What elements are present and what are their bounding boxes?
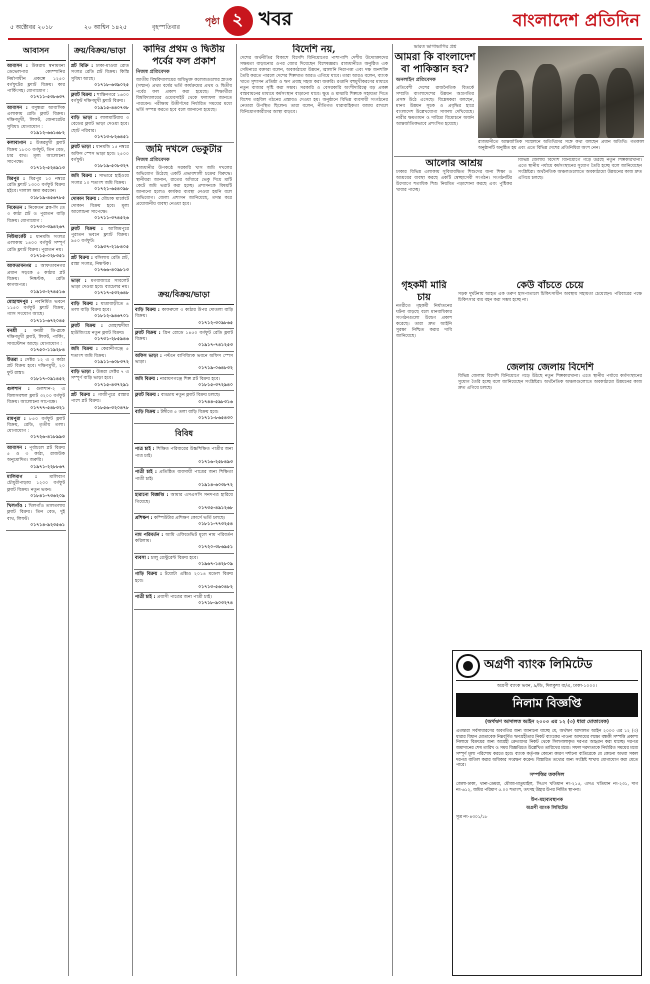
- bank-logo-icon: [456, 654, 480, 678]
- ad-separator: [6, 297, 66, 298]
- ad-phone[interactable]: ০১৭১৫-৪৩৭২৯১: [94, 382, 129, 388]
- ad-phone[interactable]: ০১৮৫৬-৩২০৪৭৮: [94, 405, 129, 411]
- classified-ad: [70, 369, 130, 389]
- ad-separator: [134, 609, 234, 610]
- story-headline[interactable]: আলোর আশ্রয়: [425, 158, 483, 169]
- ad-phone[interactable]: ০১৭১৩-৫৬০৪৮২: [198, 584, 233, 590]
- ad-separator: [134, 467, 234, 468]
- classified-ad: [6, 63, 66, 102]
- masthead: [0, 0, 650, 40]
- ad-text: খিলগাঁও তালতলায় ফ্ল্যাট বিক্রয়। তিন বেড, দুই বাথ, লিফট।: [7, 504, 65, 522]
- ad-text: লালমাটিয়ায় ৩ বেডের ফ্ল্যাট ভাড়া দেওয়া হবে। ছোট পরিবার।: [71, 116, 129, 134]
- classified-ad: [6, 105, 66, 137]
- ad-keyword: আফতাবনগর :: [7, 264, 41, 270]
- ad-keyword: রামপুরা :: [7, 416, 30, 422]
- ad-keyword: গাড়ি বিক্রয় :: [135, 572, 165, 578]
- story-headline[interactable]: কেউ বাঁচতে চেয়ে: [516, 280, 584, 291]
- ad-keyword: বাড়ি বিক্রয় :: [135, 308, 162, 313]
- story-kicker: ভারত ভাগাভাগির প্রশ্ন: [413, 45, 457, 50]
- classified-ad: [6, 299, 66, 325]
- classified-ad: [6, 386, 66, 412]
- story-body: বিভিন্ন জেলায় বিদেশি বিনিয়োগে গড়ে উঠছে নতুন শিল্পকারখানা। এতে স্থানীয় পর্যায়ে কর্মসংস্থানের সুযোগ তৈরি হচ্ছে বলে জানিয়েছেন সংশ্লিষ্টরা। অর্থনৈতিক অঞ্চলগুলোতে অবকাঠামো উন্নয়নের কাজ দ্রুত এগিয়ে চলছে।: [458, 374, 642, 391]
- ad-separator: [134, 407, 234, 408]
- story-byline: অনলাইন প্রতিবেদক: [396, 77, 436, 83]
- classified-ad: [134, 392, 234, 406]
- ad-text: কেরানীগঞ্জে ৫ শতাংশ জমি বিক্রয়।: [71, 347, 129, 359]
- classified-list: [134, 446, 234, 609]
- ad-phone[interactable]: ০১৯১২-৬৬১৬৮২: [30, 130, 65, 136]
- ad-text: মোহাম্মদীয়া হাউজিংয়ে নতুন ফ্ল্যাট বিক্রয়।: [71, 324, 129, 336]
- reference-number: সূত্র নং-৪৩০১/১৮: [456, 815, 488, 821]
- classified-ad: [6, 445, 66, 471]
- news-photo: [478, 46, 644, 138]
- ad-separator: [70, 390, 130, 391]
- schedule-heading: সম্পত্তির তফসিল: [529, 771, 565, 778]
- classified-ad: [134, 515, 234, 529]
- classified-ad: [6, 474, 66, 500]
- ad-separator: [70, 413, 130, 414]
- classified-ad: [70, 92, 130, 112]
- ad-keyword: জমি বিক্রয় :: [71, 347, 102, 353]
- ad-text: গাজীপুরে রাস্তার পাশে প্লট বিক্রয়।: [71, 393, 129, 405]
- ad-phone[interactable]: ০১৭১৮-৬৩৯০২৫: [94, 82, 129, 88]
- ad-phone[interactable]: ০১৭৭৭-৫৪৮৩২১: [30, 406, 65, 412]
- ad-text: নারায়ণগঞ্জে শিল্প প্লট বিক্রয় হবে।: [160, 376, 220, 382]
- ad-separator: [6, 501, 66, 502]
- classified-ad: [70, 144, 130, 170]
- ad-separator: [6, 232, 66, 233]
- story-body: জাতীয় বিশ্ববিদ্যালয়ের অধিভুক্ত কলেজগুলোর স্নাতক (সম্মান) প্রথম বর্ষের ভর্তি কার্যক্রমের প্রথম ও দ্বিতীয় পর্বের ফল প্রকাশ করা হয়েছে। শিক্ষার্থীরা বিশ্ববিদ্যালয়ের ওয়েবসাইট থেকে ফলাফল জানতে পারবেন। পরীক্ষায় উত্তীর্ণদের নির্ধারিত সময়ের মধ্যে ভর্তি সম্পন্ন করতে হবে বলে জানানো হয়েছে।: [136, 78, 232, 113]
- ad-keyword: বাড়ি ভাড়া :: [71, 116, 101, 122]
- ad-keyword: নিকেতন :: [7, 205, 29, 211]
- story-headline[interactable]: জমি দখলে ভেকুটার: [146, 144, 222, 155]
- column-divider: [236, 44, 237, 976]
- classified-ad: [70, 278, 130, 298]
- signatory: উপ-মহাব্যবস্থাপক: [530, 798, 564, 804]
- classified-ad: [70, 115, 130, 141]
- classified-ad: [70, 323, 130, 343]
- ad-separator: [6, 203, 66, 204]
- classified-heading: আবাসন: [6, 44, 66, 61]
- classified-list: [134, 307, 234, 424]
- ad-text: আজিমপুরে পুরাতন ভবনে ফ্ল্যাট বিক্রয়। ৯৫০ বর্গফুট।: [71, 226, 129, 245]
- ad-separator: [70, 142, 130, 143]
- ad-separator: [6, 355, 66, 356]
- ad-separator: [6, 414, 66, 415]
- notice-body: এতদ্বারা সর্বসাধারণের অবগতির জন্য জানানো যাচ্ছে যে, অর্থঋণ আদালত আইন ২০০৩ এর ১২ (৩) ধারার বিধান মোতাবেক নিম্নবর্ণিত ঋণগ্রহীতার নিকট ব্যাংকের পাওনা আদায়ের লক্ষ্যে বন্ধকী সম্পত্তি প্রকাশ্য নিলামে বিক্রয়ের জন্য আগ্রহী ক্রেতাদের নিকট থেকে সিলগালাকৃত দরপত্র আহ্বান করা যাচ্ছে। দরপত্র জমাদানের শেষ তারিখ ও সময় বিজ্ঞপ্তিতে উল্লেখিত তারিখের মধ্যে। সফল দরদাতাকে নির্ধারিত সময়ের মধ্যে সম্পূর্ণ মূল্য পরিশোধ করতে হবে। ব্যাংক কর্তৃপক্ষ কোনো কারণ দর্শানো ব্যতিরেকে যে কোনো অথবা সকল দরপত্র বাতিল করার অধিকার সংরক্ষণ করেন। বিস্তারিত তথ্যের জন্য সংশ্লিষ্ট শাখায় যোগাযোগ করা যেতে পারে।: [456, 729, 638, 769]
- classified-ad: [70, 63, 130, 89]
- ad-phone[interactable]: ০১৯১৩-২৭৪৫১৬: [30, 289, 65, 295]
- ad-text: পূর্বাচলে প্লট বিক্রয় ৫ ও ৩ কাঠা, রাজউক অনুমোদিত। জরুরি।: [7, 445, 66, 464]
- schedule-body: জেলা-ঢাকা, থানা-ডেমরা, মৌজা-মাতুয়াইল, সিএস খতিয়ান নং-২১৫, এসএ খতিয়ান নং-২৩১, দাগ নং-৬১২, জমির পরিমাণ ৫.০০ শতাংশ, তৎসহ উহার উপর নির্মিত স্থাপনা।: [456, 781, 638, 793]
- ad-phone[interactable]: ০১৯১৪-৬০৩৮৭২: [198, 482, 233, 488]
- classified-ad: [6, 416, 66, 442]
- ad-keyword: অফিস ভাড়া :: [135, 353, 164, 359]
- story-headline[interactable]: বিদেশি নয়,: [292, 44, 336, 55]
- ad-separator: [70, 321, 130, 322]
- classified-ad: [70, 392, 130, 412]
- classified-column-2: [70, 44, 130, 976]
- ad-separator: [70, 171, 130, 172]
- classified-column-3: [134, 288, 234, 976]
- classified-ad: [70, 255, 130, 275]
- ad-phone[interactable]: ০১৭১২-৫২৪৯১৩: [30, 166, 65, 172]
- ad-separator: [70, 194, 130, 195]
- ad-keyword: প্লট বিক্রি :: [71, 64, 96, 69]
- classified-ad: [134, 330, 234, 350]
- ad-keyword: ব্যবসা :: [135, 555, 151, 561]
- date-gregorian: ৫ অক্টোবর ২০১৮: [10, 24, 53, 31]
- story-right-1: [394, 158, 514, 278]
- ad-text: মিরপুর ১০ নম্বরে রেডি ফ্ল্যাট ১৩০০ বর্গফুট বিক্রয় হইবে। দালাল ক্ষমা করবেন।: [7, 176, 66, 195]
- story-exam-results: [134, 44, 234, 140]
- ad-separator: [70, 367, 130, 368]
- ad-phone[interactable]: ০১৯১১-৬০৮৩৭২: [94, 359, 129, 365]
- classified-ad: [134, 409, 234, 423]
- ad-keyword: পাত্র চাই :: [135, 447, 157, 453]
- ad-phone[interactable]: ০১৭১১-৫৩৮৬৩৭: [30, 95, 65, 101]
- story-headline[interactable]: জেলায় জেলায় বিদেশি: [506, 362, 594, 373]
- ad-text: প্রতিষ্ঠিত ব্যবসায়ী পাত্রের জন্য শিক্ষিতা পাত্রী চাই।: [135, 470, 233, 482]
- ad-text: নবনির্মিত ভবনে ১১৫০ বর্গফুট ফ্ল্যাট বিক্রয়, গ্যাস সংযোগ আছে।: [7, 299, 65, 318]
- story-body: সড়ক দুর্ঘটনায় আহত এক তরুণ হাসপাতালে চিকিৎসাধীন অবস্থায় সহায়তা চেয়েছেন। পরিবারের পক্ষে চিকিৎসার ব্যয় বহন করা সম্ভব হচ্ছে না।: [458, 292, 642, 303]
- ad-keyword: ফ্ল্যাট বিক্রয় :: [71, 324, 109, 330]
- story-byline: নিজস্ব প্রতিবেদক: [136, 157, 170, 163]
- ad-keyword: আবাসন :: [7, 105, 32, 111]
- ad-phone[interactable]: ০১৭২৬-৪১৮৯৯৩: [30, 435, 65, 441]
- classified-ad: [6, 234, 66, 260]
- classified-ad: [134, 446, 234, 466]
- ad-text: উত্তরমুখী ফ্ল্যাট বিক্রয় ১৮০০ বর্গফুট, তিন বেড, চার বাথ। মূল্য আলোচনা সাপেক্ষে।: [7, 141, 65, 166]
- classified-ad: [134, 307, 234, 327]
- ad-phone[interactable]: ০১৭১৭-৫৩২৬৪৮: [94, 291, 129, 297]
- ad-phone[interactable]: ০১৮১৯-৪৫৬৭৮৫: [30, 195, 65, 201]
- notice-subtitle: (অর্থঋণ আদালত আইন ২০০৩ এর ১২ (৩) ধারা মোতাবেক): [484, 719, 610, 725]
- classified-heading: ক্রয়/বিক্রয়/ভাড়া: [134, 288, 234, 305]
- ad-separator: [6, 174, 66, 175]
- ad-separator: [6, 530, 66, 531]
- ad-text: বসুন্ধরা আবাসিক এলাকায় রেডি ফ্ল্যাট বিক্রয়। দক্ষিণমুখী, লিফট, জেনারেটর সুবিধা। যোগাযোগ :: [7, 105, 66, 130]
- column-divider: [392, 44, 393, 976]
- ad-phone[interactable]: ০১৭৫০-১১৯২৮৪: [30, 347, 65, 353]
- classified-ad: [6, 205, 66, 231]
- classified-ad: [134, 469, 234, 489]
- classified-ad: [6, 328, 66, 354]
- photo-caption: রাজধানীতে আন্তর্জাতিক সম্মেলনে অতিথিদের সঙ্গে কথা বলছেন প্রধান অতিথি। গতকাল অনুষ্ঠানটি অনুষ্ঠিত হয় এবং এতে বিভিন্ন দেশের প্রতিনিধিরা অংশ নেন।: [478, 140, 644, 151]
- ad-separator: [134, 390, 234, 391]
- ad-text: বসিলায় রেডি প্লট, রাস্তা সংলগ্ন, নিষ্কণ্টক।: [71, 255, 129, 268]
- ad-keyword: উত্তরা :: [7, 358, 25, 364]
- ad-keyword: হারানো বিজ্ঞপ্তি :: [135, 493, 171, 499]
- ad-keyword: বাড়ি বিক্রয় :: [135, 409, 161, 415]
- story-body: ঢাকার বিভিন্ন এলাকায় সুবিধাবঞ্চিত শিশুদের জন্য শিক্ষা ও আশ্রয়ের ব্যবস্থা করছে একটি স্বেচ্ছাসেবী সংগঠন। সংগঠনটির উদ্যোগে শতাধিক শিশু নিয়মিত পড়াশোনা করছে এবং পুষ্টিকর খাবার পাচ্ছে।: [396, 170, 512, 193]
- story-right-2: [394, 280, 454, 646]
- ad-phone[interactable]: ০১৮১২-৯৪৬৭০১: [94, 314, 129, 320]
- ad-separator: [70, 90, 130, 91]
- story-pakistan: [394, 44, 476, 154]
- ad-separator: [134, 569, 234, 570]
- ad-separator: [70, 113, 130, 114]
- ad-phone[interactable]: ০১৭১৯-০৬৪৮৩২: [198, 366, 233, 372]
- ad-separator: [6, 261, 66, 262]
- ad-separator: [6, 443, 66, 444]
- classified-heading: ক্রয়/বিক্রয়/ভাড়া: [70, 44, 130, 61]
- ad-separator: [134, 513, 234, 514]
- ad-keyword: খিলগাঁও :: [7, 504, 29, 510]
- story-land-grab: [134, 144, 234, 284]
- ad-keyword: ফ্ল্যাট বিক্রয় :: [71, 226, 109, 232]
- column-divider: [132, 44, 133, 976]
- ad-text: নিকেতন ব্লক-সি তে ৩ কাঠা প্লট ও পুরাতন বাড়ি বিক্রয়। যোগাযোগ :: [7, 205, 65, 224]
- classified-ad: [134, 594, 234, 608]
- classified-heading: বিবিধ: [134, 427, 234, 444]
- ad-keyword: মালিবাগ :: [7, 474, 50, 480]
- date-bangla: ২০ আশ্বিন ১৪২৫: [84, 24, 127, 31]
- ad-text: সেক্টর ১২ এ ৩ কাঠা প্লট বিক্রয় হবে। দক্ষিণমুখী, ২০ ফুট রাস্তা।: [7, 358, 65, 376]
- ad-keyword: গুলশান :: [7, 387, 37, 393]
- ad-phone[interactable]: ০১৯৩৭-২১৮৪০৫: [94, 245, 129, 251]
- ad-keyword: ফ্ল্যাট বিক্রয় :: [71, 93, 97, 99]
- ad-phone[interactable]: ০১৯১৫-৪৪০৭৩৮: [94, 105, 129, 111]
- ad-separator: [70, 253, 130, 254]
- ad-separator: [134, 530, 234, 531]
- ad-text: ধানমন্ডি ১৫ নম্বরে অফিস স্পেস ভাড়া হবে। ২৫০০ বর্গফুট।: [71, 145, 129, 163]
- story-body: নগরীতে গৃহকর্মী নির্যাতনের ঘটনা বাড়ছে বলে মানবাধিকার সংগঠনগুলো উদ্বেগ প্রকাশ করেছে। তারা দ্রুত আইনি সুরক্ষা নিশ্চিত করার দাবি জানিয়েছে।: [396, 304, 452, 339]
- bank-name: অগ্রণী ব্যাংক লিমিটেড: [484, 657, 593, 671]
- story-body: বিভিন্ন জেলায় বিদেশি বিনিয়োগে গড়ে উঠছে নতুন শিল্পকারখানা। এতে স্থানীয় পর্যায়ে কর্মসংস্থানের সুযোগ তৈরি হচ্ছে বলে জানিয়েছেন সংশ্লিষ্টরা। অর্থনৈতিক অঞ্চলগুলোতে অবকাঠামো উন্নয়নের কাজ দ্রুত এগিয়ে চলছে।: [518, 158, 642, 181]
- ad-text: গুলশান-২ এ বিলাসবহুল ফ্ল্যাট ৩২০০ বর্গফুট বিক্রয়। আলোচনা সাপেক্ষে।: [7, 387, 66, 405]
- ad-separator: [70, 276, 130, 277]
- ad-text: আমি এফিডেভিট মূলে নাম পরিবর্তন করিলাম।: [135, 532, 233, 545]
- ad-keyword: প্রশিক্ষণ :: [135, 516, 154, 522]
- ad-keyword: পাত্রী চাই :: [135, 470, 160, 476]
- ad-keyword: বনশ্রী :: [7, 328, 34, 334]
- classified-ad: [70, 301, 130, 321]
- rule: [134, 142, 234, 143]
- ad-phone[interactable]: ০১৭৬৬-৪০৯৮১৩: [94, 268, 129, 274]
- ad-separator: [134, 592, 234, 593]
- ad-phone[interactable]: ০১৮১১-৭৭৩২৫৪: [198, 522, 233, 528]
- story-headline[interactable]: কাদির প্রথম ও দ্বিতীয় পর্বের ফল প্রকাশ: [143, 44, 225, 67]
- ad-phone[interactable]: ০১৮১৯-৫০৮৩২৭: [94, 164, 129, 170]
- ad-text: যাত্রাবাড়ীতে ৪ তলা বাড়ি বিক্রয় হবে।: [71, 301, 129, 313]
- ad-text: মৌচাক মার্কেটে দোকান বিক্রয় হবে। মূল্য আলোচনা সাপেক্ষে।: [71, 197, 129, 215]
- ad-keyword: আবাসন :: [7, 445, 30, 451]
- ad-keyword: ভাড়া :: [71, 278, 91, 284]
- page-marker: [205, 6, 292, 36]
- ad-separator: [134, 328, 234, 329]
- story-headline[interactable]: গৃহকর্মী মারি চায়: [401, 280, 447, 303]
- ad-phone[interactable]: ০১৮১৫-৩৭২৯৪০: [198, 382, 233, 388]
- ad-separator: [70, 224, 130, 225]
- masthead-rule: [8, 38, 642, 40]
- ad-phone[interactable]: ০১৭১৪-৯২৩৫৬১: [30, 523, 65, 528]
- ad-separator: [70, 299, 130, 300]
- newspaper-logo: বাংলাদেশ প্রতিদিন: [512, 11, 640, 31]
- ad-text: আফতাবনগর প্রধান সড়কে ৫ কাঠার প্লট বিক্রয়। নিষ্কণ্টক, রেডি কাগজপত্র।: [7, 264, 65, 289]
- ad-keyword: ফ্ল্যাট ভাড়া :: [71, 145, 96, 151]
- ad-phone[interactable]: ০১৮১৭-০৯১৪৫২: [30, 377, 65, 383]
- ad-keyword: দোকান বিক্রয় :: [71, 197, 102, 203]
- ad-keyword: মিরপুর :: [7, 176, 30, 182]
- ad-separator: [6, 103, 66, 104]
- story-byline: নিজস্ব প্রতিবেদক: [136, 69, 170, 75]
- ad-phone[interactable]: ০১৭১১-৬৭২০৪৫: [30, 318, 65, 324]
- column-divider: [68, 44, 69, 976]
- ad-text: টয়োটা এক্সিও ২০১৪ মডেল বিক্রয় হবে।: [135, 572, 233, 584]
- classified-ad: [6, 176, 66, 202]
- ad-phone[interactable]: ০১৭৩০-৩৯৪২৬৭: [30, 224, 65, 230]
- ad-text: আমার এসএসসি সনদপত্র হারিয়ে গিয়েছে।: [135, 493, 233, 505]
- ad-separator: [134, 553, 234, 554]
- ad-keyword: প্লট বিক্রয় :: [71, 255, 95, 261]
- ad-separator: [134, 351, 234, 352]
- ad-separator: [6, 138, 66, 139]
- ad-phone[interactable]: ০১৭৩৫-৪৯১২৬৮: [198, 505, 233, 511]
- ad-text: কাফরুলে ৩ কাঠার উপর দোতলা বাড়ি বিক্রয়।: [135, 308, 233, 320]
- ad-phone[interactable]: ০১৭৪৪-৫৯৮৩১৬: [198, 399, 233, 405]
- story-main: [238, 44, 390, 976]
- story-body: রাজধানীর উপকণ্ঠে সরকারি খাস জমি দখলের অভিযোগ উঠেছে একটি প্রভাবশালী চক্রের বিরুদ্ধে। স্থানীয়রা জানান, রাতের আঁধারে ভেকু দিয়ে মাটি কেটে জমি ভরাট করা হচ্ছে। প্রশাসনকে বিষয়টি জানানো হলেও কার্যকর ব্যবস্থা নেওয়া হয়নি বলে অভিযোগ। জেলা প্রশাসন জানিয়েছে, তদন্ত করে প্রয়োজনীয় ব্যবস্থা নেওয়া হবে।: [136, 166, 232, 207]
- bank-header: [456, 654, 638, 681]
- classified-ad: [70, 346, 130, 366]
- ad-separator: [134, 423, 234, 424]
- ad-phone[interactable]: ০১৭১৮-৯০৩২৭৪: [198, 601, 233, 607]
- ad-phone[interactable]: ০১৭২১-৬৫৪০৯৮: [94, 187, 129, 193]
- classified-list: [70, 63, 130, 414]
- ad-keyword: মোহাম্মদপুর :: [7, 299, 36, 305]
- classified-ad: [6, 357, 66, 383]
- ad-text: চালু রেস্টুরেন্ট বিক্রয় হবে।: [150, 555, 198, 561]
- ad-keyword: বাড়ি ভাড়া :: [71, 370, 97, 376]
- ad-text: ৮৫০ বর্গফুট ফ্ল্যাট বিক্রয়, রেডি, তৃতীয় তলা। যোগাযোগ :: [7, 416, 65, 435]
- weekday: বৃহস্পতিবার: [152, 24, 180, 31]
- signatory-bank: অগ্রণী ব্যাংক লিমিটেড: [526, 806, 568, 812]
- story-right-4: [456, 362, 644, 646]
- ad-keyword: আবাসন :: [7, 64, 32, 69]
- ad-keyword: নাম পরিবর্তন :: [135, 532, 166, 538]
- ad-text: মালিবাগ চৌধুরীপাড়ায় ১২০০ বর্গফুট ফ্ল্যাট বিক্রয়। নতুন ভবন।: [7, 474, 65, 493]
- ad-phone[interactable]: ০১৭১২-৩০৯৮৬৫: [198, 320, 233, 326]
- classified-ad: [70, 226, 130, 252]
- ad-text: শিক্ষিত পরিবারের উচ্চশিক্ষিত পাত্রীর জন্য পাত্র চাই।: [135, 447, 234, 459]
- ad-phone[interactable]: ০১৭১৩-৮২৬৪৫১: [94, 134, 129, 140]
- story-body: প্রতিবেশী দেশের রাজনৈতিক বিতর্কে সম্প্রতি বাংলাদেশের উন্নয়ন অগ্রগতির প্রসঙ্গ উঠে এসেছে। বিশ্লেষকরা বলছেন, মানব উন্নয়ন সূচক ও প্রবৃদ্ধির হারে বাংলাদেশ উল্লেখযোগ্য সাফল্য দেখিয়েছে। নারীর ক্ষমতায়ন ও দারিদ্র্য বিমোচনে অর্জন আন্তর্জাতিকভাবে প্রশংসিত হয়েছে।: [396, 86, 474, 127]
- classified-ad: [134, 376, 234, 390]
- section-title: খবর: [258, 8, 293, 30]
- ad-text: টঙ্গীতে ৫ তলা বাড়ি বিক্রয় হবে।: [160, 409, 219, 415]
- ad-phone[interactable]: ০১৯৭১-২২৮৮৬৭: [30, 464, 65, 470]
- ad-phone[interactable]: ০১৭১৫-০২৮৩৫১: [30, 254, 65, 260]
- ad-phone[interactable]: ০১৭২০-৩৮৬৯৫১: [198, 545, 233, 551]
- ad-text: কম্পিউটার প্রশিক্ষণ কোর্সে ভর্তি চলছে।: [154, 516, 226, 522]
- story-right-3: [456, 280, 644, 360]
- ad-keyword: বাড়ি বিক্রয় :: [71, 301, 101, 307]
- ad-separator: [70, 344, 130, 345]
- auction-notice: [452, 650, 642, 976]
- ad-keyword: জমি বিক্রয় :: [71, 174, 99, 180]
- classified-ad: [134, 555, 234, 569]
- classified-ad: [6, 140, 66, 172]
- ad-text: বনশ্রী ডি-ব্লকে দক্ষিণমুখী ফ্ল্যাট, লিফট, পার্কিং, সাবস্টেশন আছে। যোগাযোগ :: [7, 328, 65, 347]
- ad-keyword: জমি বিক্রয় :: [135, 376, 161, 382]
- classified-ad: [134, 571, 234, 591]
- classified-ad: [134, 492, 234, 512]
- ad-keyword: ফ্ল্যাট বিক্রয় :: [135, 393, 161, 399]
- ad-text: প্রবাসী পাত্রের জন্য পাত্রী চাই।: [156, 595, 212, 601]
- classified-ad: [134, 532, 234, 552]
- ad-text: ধানমন্ডি সংলগ্ন এলাকায় ১৪০০ বর্গফুট সম্পূর্ণ রেডি ফ্ল্যাট বিক্রয়। পুরাতন নয়।: [7, 235, 65, 253]
- story-body: দেশের অর্থনীতির বিকাশে বিদেশি বিনিয়োগের পাশাপাশি দেশীয় উদ্যোক্তাদের সক্ষমতা বাড়ানোর ওপর জোর দিয়েছেন বিশেষজ্ঞরা। রাজধানীতে অনুষ্ঠিত এক সেমিনারে বক্তারা বলেন, অবকাঠামো উন্নয়ন, জ্বালানি নিরাপত্তা এবং দক্ষ জনশক্তি তৈরি করতে পারলে দেশের শিল্পখাত আরও এগিয়ে যাবে। তারা আরও বলেন, ব্যাংক খাতে সুশাসন প্রতিষ্ঠা ও ঋণ প্রবাহ সহজ করা জরুরি। রপ্তানি বহুমুখীকরণের মাধ্যমে নতুন বাজার সৃষ্টি করা সম্ভব। সরকারি ও বেসরকারি অংশীদারিত্বে বড় প্রকল্প বাস্তবায়নের মাধ্যমে কর্মসংস্থান বাড়ানো যাবে। ক্ষুদ্র ও মাঝারি শিল্পকে সহায়তা দিতে বিশেষ তহবিল গঠনের প্রস্তাবও দেওয়া হয়। অনুষ্ঠানে বিভিন্ন ব্যবসায়ী সংগঠনের নেতারা উপস্থিত ছিলেন। তারা বলেন, নীতিগত ধারাবাহিকতা বজায় রাখলে বিনিয়োগকারীদের আস্থা বাড়বে।: [240, 56, 388, 115]
- ad-text: উত্তরায় স্বনামধন্য ডেভেলপার কোম্পানির নির্মাণাধীন প্রকল্পে ১২৫০ বর্গফুটের ফ্ল্যাট বিক্রয়। কার পার্কিংসহ। যোগাযোগ :: [7, 64, 65, 95]
- classified-ad: [70, 196, 130, 222]
- ad-text: মগবাজারে সাবলেট ভাড়া দেওয়া হবে। ব্যাচেলর নয়।: [71, 278, 130, 290]
- ad-keyword: প্লট বিক্রয় :: [71, 393, 98, 399]
- ad-phone[interactable]: ০১৭১১-৮৬৫৪৩০: [198, 416, 233, 422]
- ad-text: সাভারে হাইওয়ে সংলগ্ন ১০ শতাংশ জমি বিক্রয়।: [71, 174, 129, 186]
- ad-keyword: নিউমার্কেট :: [7, 235, 36, 241]
- ad-phone[interactable]: ০১৭১১-৩৭৪৫২৬: [94, 216, 129, 222]
- ad-phone[interactable]: ০১৯১৭-৭৪১২৫৩: [198, 343, 233, 349]
- ad-keyword: কলাবাগান :: [7, 141, 36, 147]
- ad-separator: [134, 374, 234, 375]
- page-number-badge: ২: [223, 6, 253, 36]
- story-right-1b: [516, 158, 644, 278]
- ad-phone[interactable]: ০১৮৪১-৭৩৬২০৯: [30, 493, 65, 499]
- classified-column-1: [6, 44, 66, 976]
- ad-text: শান্তিনগরে ১৬০০ বর্গফুট দক্ষিণমুখী ফ্ল্যাট বিক্রয়।: [71, 93, 129, 105]
- classified-ad: [134, 353, 234, 373]
- ad-separator: [134, 490, 234, 491]
- ad-text: পল্টনে বাণিজ্যিক ভবনে অফিস স্পেস ভাড়া।: [135, 353, 233, 366]
- classified-ad: [70, 173, 130, 193]
- ad-text: বাড্ডায় নতুন ফ্ল্যাট বিক্রয় চলছে।: [160, 393, 221, 399]
- ad-phone[interactable]: ০১৯৬৭-১৪২৮০৯: [198, 561, 233, 567]
- classified-ad: [6, 263, 66, 295]
- ad-keyword: ফ্ল্যাট বিক্রয় :: [135, 330, 163, 336]
- ad-keyword: পাত্রী চাই :: [135, 595, 157, 601]
- ad-separator: [6, 472, 66, 473]
- bank-address: অগ্রণী ব্যাংক ভবন, ৯/ডি, দিলকুশা বা/এ, ঢাকা-১০০০।: [496, 684, 598, 689]
- ad-text: ঢাকা-মাওয়া রোড সংলগ্ন রেডি প্লট বিক্রয়। কিস্তি সুবিধা আছে।: [71, 64, 129, 82]
- ad-phone[interactable]: ০১৭৩১-২৮৫৯৪৬: [94, 336, 129, 342]
- rule: [394, 156, 644, 157]
- ad-phone[interactable]: ০১৭১৬-২৫৮৪৯৩: [198, 460, 233, 466]
- ad-separator: [6, 384, 66, 385]
- classified-ad: [6, 503, 66, 529]
- page-prefix: পৃষ্ঠা: [205, 16, 220, 27]
- story-headline[interactable]: আমরা কি বাংলাদেশ বা পাকিস্তান হব?: [394, 52, 476, 75]
- ad-separator: [6, 326, 66, 327]
- ad-text: গ্রিন রোডে ১৪৫০ বর্গফুট রেডি ফ্ল্যাট বিক্রয়।: [135, 330, 233, 343]
- notice-title: নিলাম বিজ্ঞপ্তি: [456, 693, 638, 717]
- ad-text: উত্তরা সেক্টর ৭ এ সম্পূর্ণ বাড়ি ভাড়া হবে।: [71, 370, 129, 382]
- classified-list: [6, 63, 66, 531]
